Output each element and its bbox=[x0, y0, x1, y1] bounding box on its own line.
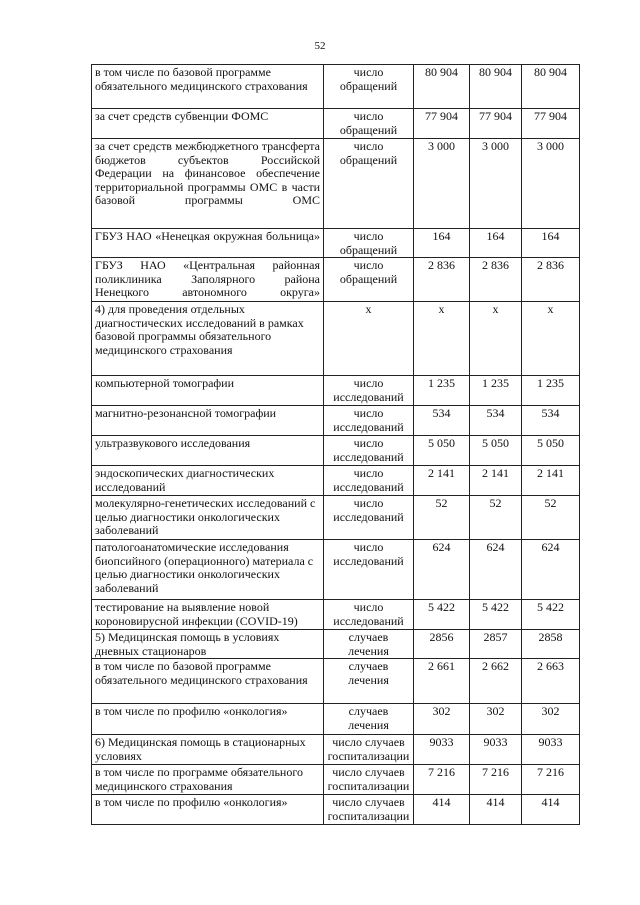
row-value-3: 9033 bbox=[522, 735, 580, 765]
row-description: за счет средств межбюджетного трансферта бюджетов субъектов Российской Федерации на финансовое обеспечение территориальной программы ОМС в части базовой программы ОМС bbox=[92, 139, 324, 229]
row-value-3: 164 bbox=[522, 229, 580, 258]
table-row bbox=[92, 765, 580, 795]
row-description: компьютерной томографии bbox=[92, 376, 324, 406]
row-unit: число обращений bbox=[324, 229, 414, 258]
row-value-1: 9033 bbox=[414, 735, 470, 765]
row-description: за счет средств субвенции ФОМС bbox=[92, 109, 324, 139]
row-value-1: 624 bbox=[414, 540, 470, 600]
row-unit: случаев лечения bbox=[324, 630, 414, 659]
table-row bbox=[92, 376, 580, 406]
row-description: в том числе по профилю «онкология» bbox=[92, 704, 324, 735]
row-value-1: 2856 bbox=[414, 630, 470, 659]
row-description: тестирование на выявление новой короновирусной инфекции (COVID-19) bbox=[92, 600, 324, 630]
row-value-3: х bbox=[522, 302, 580, 376]
row-value-2: 2 836 bbox=[470, 258, 522, 302]
row-value-1: 3 000 bbox=[414, 139, 470, 229]
row-description: патологоанатомические исследования биопсийного (операционного) материала с целью диагностики онкологических заболеваний bbox=[92, 540, 324, 600]
row-unit: число исследований bbox=[324, 540, 414, 600]
row-value-3: 2 663 bbox=[522, 659, 580, 704]
row-unit: случаев лечения bbox=[324, 704, 414, 735]
row-value-2: 77 904 bbox=[470, 109, 522, 139]
table-row bbox=[92, 540, 580, 600]
row-description: магнитно-резонансной томографии bbox=[92, 406, 324, 436]
table-row bbox=[92, 258, 580, 302]
table-row bbox=[92, 795, 580, 825]
row-value-3: 534 bbox=[522, 406, 580, 436]
row-value-3: 80 904 bbox=[522, 65, 580, 109]
table-row bbox=[92, 735, 580, 765]
indicators-table bbox=[91, 64, 580, 825]
row-description: ГБУЗ НАО «Ненецкая окружная больница» bbox=[92, 229, 324, 258]
row-value-3: 302 bbox=[522, 704, 580, 735]
row-value-1: 7 216 bbox=[414, 765, 470, 795]
row-value-2: х bbox=[470, 302, 522, 376]
row-value-3: 7 216 bbox=[522, 765, 580, 795]
row-value-1: 534 bbox=[414, 406, 470, 436]
row-value-2: 164 bbox=[470, 229, 522, 258]
row-unit: число исследований bbox=[324, 600, 414, 630]
row-value-1: 52 bbox=[414, 496, 470, 540]
row-value-3: 2 836 bbox=[522, 258, 580, 302]
row-value-1: 2 836 bbox=[414, 258, 470, 302]
row-value-2: 624 bbox=[470, 540, 522, 600]
row-value-1: 164 bbox=[414, 229, 470, 258]
row-description: 5) Медицинская помощь в условиях дневных стационаров bbox=[92, 630, 324, 659]
row-value-1: 80 904 bbox=[414, 65, 470, 109]
row-description: ультразвукового исследования bbox=[92, 436, 324, 466]
row-value-3: 624 bbox=[522, 540, 580, 600]
row-description: в том числе по базовой программе обязательного медицинского страхования bbox=[92, 65, 324, 109]
row-description: в том числе по программе обязательного медицинского страхования bbox=[92, 765, 324, 795]
row-value-1: 1 235 bbox=[414, 376, 470, 406]
row-value-1: 5 050 bbox=[414, 436, 470, 466]
row-value-3: 52 bbox=[522, 496, 580, 540]
row-value-2: 1 235 bbox=[470, 376, 522, 406]
row-value-3: 77 904 bbox=[522, 109, 580, 139]
row-unit: число обращений bbox=[324, 109, 414, 139]
row-value-2: 52 bbox=[470, 496, 522, 540]
row-value-2: 5 422 bbox=[470, 600, 522, 630]
row-unit: число случаев госпитализации bbox=[324, 765, 414, 795]
row-unit: число случаев госпитализации bbox=[324, 795, 414, 825]
row-value-2: 7 216 bbox=[470, 765, 522, 795]
row-value-3: 1 235 bbox=[522, 376, 580, 406]
row-description: 4) для проведения отдельных диагностических исследований в рамках базовой программы обязательного медицинского страхования bbox=[92, 302, 324, 376]
row-value-2: 414 bbox=[470, 795, 522, 825]
row-value-1: 77 904 bbox=[414, 109, 470, 139]
table-row bbox=[92, 496, 580, 540]
row-value-1: 302 bbox=[414, 704, 470, 735]
row-value-2: 3 000 bbox=[470, 139, 522, 229]
row-unit: число обращений bbox=[324, 258, 414, 302]
row-value-2: 5 050 bbox=[470, 436, 522, 466]
table-row bbox=[92, 659, 580, 704]
row-unit: число обращений bbox=[324, 65, 414, 109]
row-value-3: 2 141 bbox=[522, 466, 580, 496]
row-unit: число исследований bbox=[324, 436, 414, 466]
row-unit: число исследований bbox=[324, 496, 414, 540]
row-value-2: 534 bbox=[470, 406, 522, 436]
row-value-3: 3 000 bbox=[522, 139, 580, 229]
row-value-2: 302 bbox=[470, 704, 522, 735]
row-value-2: 2 141 bbox=[470, 466, 522, 496]
row-description: 6) Медицинская помощь в стационарных условиях bbox=[92, 735, 324, 765]
table-row bbox=[92, 704, 580, 735]
table-row bbox=[92, 229, 580, 258]
table-row bbox=[92, 466, 580, 496]
row-value-2: 2 662 bbox=[470, 659, 522, 704]
table-row bbox=[92, 65, 580, 109]
page-number: 52 bbox=[314, 40, 326, 52]
row-value-2: 9033 bbox=[470, 735, 522, 765]
row-value-3: 414 bbox=[522, 795, 580, 825]
table-row bbox=[92, 109, 580, 139]
row-value-1: 2 141 bbox=[414, 466, 470, 496]
row-unit: число случаев госпитализации bbox=[324, 735, 414, 765]
table-row bbox=[92, 436, 580, 466]
row-unit: число исследований bbox=[324, 466, 414, 496]
row-value-3: 5 050 bbox=[522, 436, 580, 466]
row-description: в том числе по профилю «онкология» bbox=[92, 795, 324, 825]
table-row bbox=[92, 302, 580, 376]
row-value-1: 5 422 bbox=[414, 600, 470, 630]
table-row bbox=[92, 406, 580, 436]
row-unit: число исследований bbox=[324, 406, 414, 436]
row-unit: случаев лечения bbox=[324, 659, 414, 704]
row-unit: число исследований bbox=[324, 376, 414, 406]
table-row bbox=[92, 630, 580, 659]
row-value-1: 2 661 bbox=[414, 659, 470, 704]
row-value-2: 80 904 bbox=[470, 65, 522, 109]
row-description: ГБУЗ НАО «Центральная районная поликлиника Заполярного района Ненецкого автономного округа» bbox=[92, 258, 324, 302]
row-value-1: 414 bbox=[414, 795, 470, 825]
row-unit: х bbox=[324, 302, 414, 376]
row-value-3: 5 422 bbox=[522, 600, 580, 630]
row-value-1: х bbox=[414, 302, 470, 376]
table-row bbox=[92, 139, 580, 229]
row-value-2: 2857 bbox=[470, 630, 522, 659]
row-description: в том числе по базовой программе обязательного медицинского страхования bbox=[92, 659, 324, 704]
table-row bbox=[92, 600, 580, 630]
row-description: молекулярно-генетических исследований с целью диагностики онкологических заболеваний bbox=[92, 496, 324, 540]
row-description: эндоскопических диагностических исследований bbox=[92, 466, 324, 496]
row-unit: число обращений bbox=[324, 139, 414, 229]
row-value-3: 2858 bbox=[522, 630, 580, 659]
